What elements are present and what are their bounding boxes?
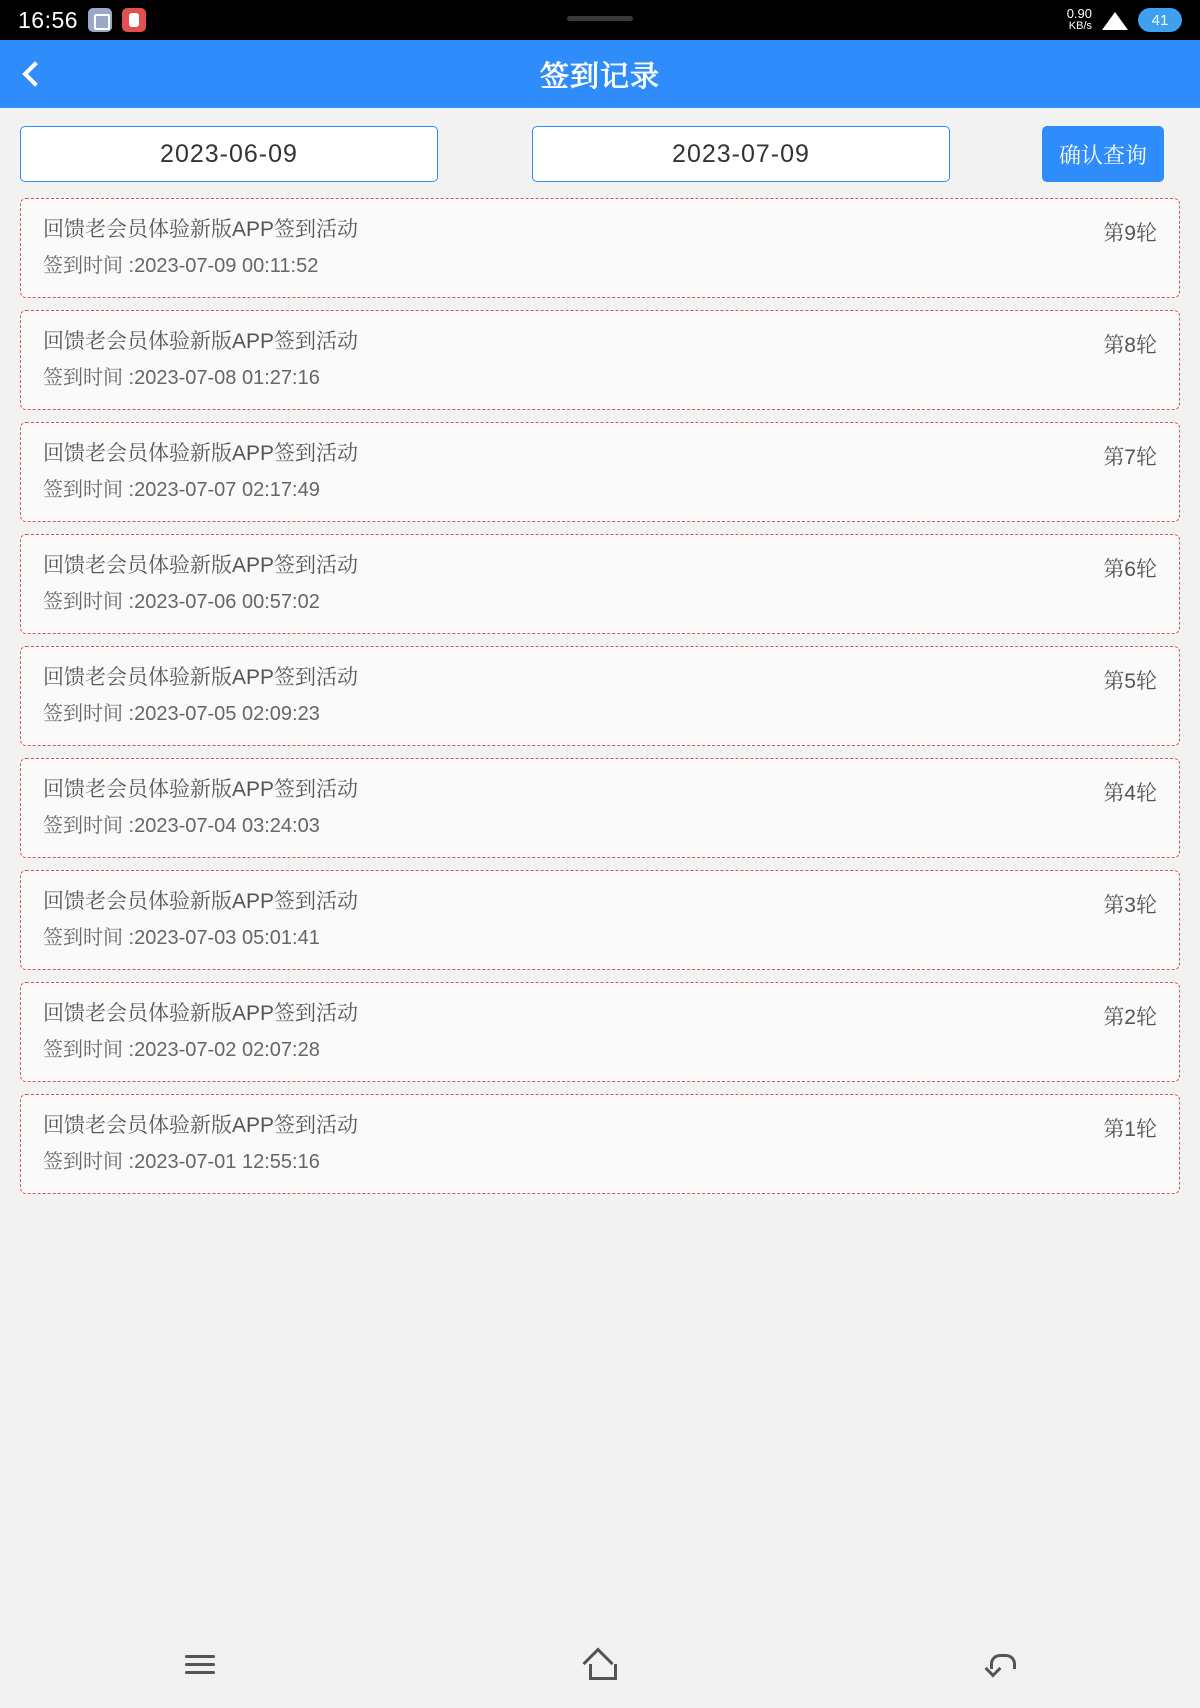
wifi-icon — [1102, 10, 1128, 30]
record-round: 第3轮 — [1103, 894, 1157, 917]
record-round: 第8轮 — [1103, 334, 1157, 357]
end-date-input[interactable]: 2023-07-09 — [532, 126, 950, 182]
list-item[interactable] — [20, 646, 1180, 746]
home-icon — [585, 1652, 615, 1678]
record-time: 签到时间 :2023-07-01 12:55:16 — [43, 1151, 320, 1173]
record-time: 签到时间 :2023-07-02 02:07:28 — [43, 1039, 320, 1061]
record-title: 回馈老会员体验新版APP签到活动 — [43, 554, 359, 577]
record-title: 回馈老会员体验新版APP签到活动 — [43, 666, 359, 689]
record-round: 第7轮 — [1103, 446, 1157, 469]
app-messaging-icon — [88, 8, 112, 32]
record-round: 第4轮 — [1103, 782, 1157, 805]
confirm-query-button[interactable]: 确认查询 — [1042, 126, 1164, 182]
app-header — [0, 40, 1200, 108]
list-item[interactable] — [20, 1094, 1180, 1194]
record-title: 回馈老会员体验新版APP签到活动 — [43, 1002, 359, 1025]
record-round: 第5轮 — [1103, 670, 1157, 693]
record-title: 回馈老会员体验新版APP签到活动 — [43, 330, 359, 353]
record-round: 第9轮 — [1103, 222, 1157, 245]
record-title: 回馈老会员体验新版APP签到活动 — [43, 442, 359, 465]
record-round: 第6轮 — [1103, 558, 1157, 581]
filter-bar — [0, 108, 1200, 198]
back-arrow-icon — [985, 1652, 1015, 1678]
network-speed-unit: KB/s — [1068, 20, 1092, 32]
back-button[interactable] — [940, 1635, 1060, 1695]
battery-indicator: 41 — [1138, 8, 1182, 32]
list-item[interactable] — [20, 758, 1180, 858]
record-time: 签到时间 :2023-07-03 05:01:41 — [43, 927, 320, 949]
record-title: 回馈老会员体验新版APP签到活动 — [43, 778, 359, 801]
list-item[interactable] — [20, 198, 1180, 298]
start-date-input[interactable]: 2023-06-09 — [20, 126, 438, 182]
status-clock: 16:56 — [18, 6, 79, 33]
app-alert-icon — [122, 8, 146, 32]
record-time: 签到时间 :2023-07-06 00:57:02 — [43, 591, 320, 613]
system-navigation-bar — [0, 1622, 1200, 1708]
list-item[interactable] — [20, 534, 1180, 634]
recent-apps-button[interactable] — [140, 1635, 260, 1695]
camera-notch — [567, 16, 633, 21]
network-speed — [1067, 7, 1092, 33]
record-time: 签到时间 :2023-07-08 01:27:16 — [43, 367, 320, 389]
record-round: 第2轮 — [1103, 1006, 1157, 1029]
list-item[interactable] — [20, 310, 1180, 410]
status-bar-left — [18, 7, 146, 34]
home-button[interactable] — [540, 1635, 660, 1695]
menu-icon — [185, 1655, 215, 1675]
list-item[interactable] — [20, 870, 1180, 970]
record-round: 第1轮 — [1103, 1118, 1157, 1141]
record-title: 回馈老会员体验新版APP签到活动 — [43, 890, 359, 913]
record-time: 签到时间 :2023-07-07 02:17:49 — [43, 479, 320, 501]
network-speed-value: 0.90 — [1066, 6, 1092, 21]
record-time: 签到时间 :2023-07-09 00:11:52 — [43, 255, 319, 277]
list-item[interactable] — [20, 982, 1180, 1082]
record-title: 回馈老会员体验新版APP签到活动 — [43, 218, 359, 241]
record-time: 签到时间 :2023-07-04 03:24:03 — [43, 815, 320, 837]
record-title: 回馈老会员体验新版APP签到活动 — [43, 1114, 359, 1137]
record-time: 签到时间 :2023-07-05 02:09:23 — [43, 703, 320, 725]
status-bar-right — [1067, 7, 1182, 33]
list-item[interactable] — [20, 422, 1180, 522]
page-title: 签到记录 — [539, 60, 660, 93]
checkin-record-list — [0, 198, 1200, 1194]
